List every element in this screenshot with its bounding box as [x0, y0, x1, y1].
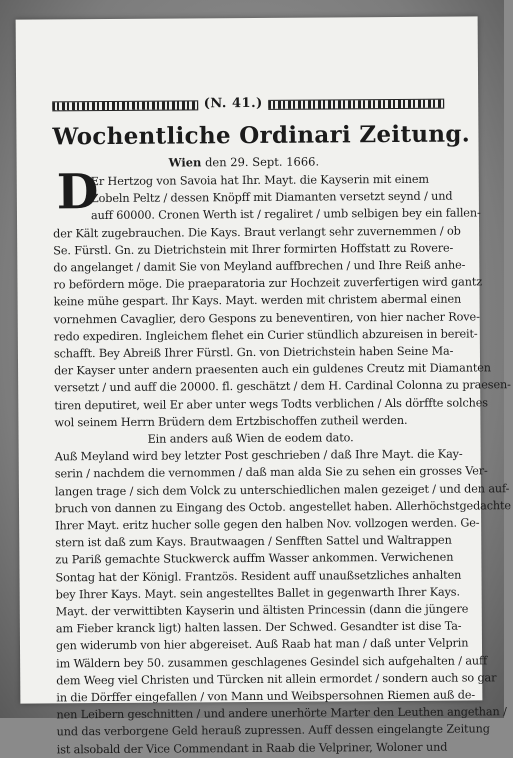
ornament-band-left [52, 100, 198, 111]
article-line: Se. Fürstl. Gn. zu Dietrichstein mit Ihrer formirten Hoffstatt zu Rovere- [53, 241, 454, 258]
header-ornament [52, 93, 444, 116]
article-line: redo expediren. Ingleichem flehet ein Curier stündlich abzureisen in bereit- [53, 327, 478, 344]
article-line: bruch von dannen zu Eingang des Octob. angestellet haben. Allerhöchstgedachte [54, 498, 511, 516]
article-line: zu Pariß gemachte Stuckwerck auffm Wasser ankommen. Verwichenen [55, 550, 454, 567]
article-line: langen trage / sich dem Volck zu unterschiedlichen malen gezeiget / und den auf- [54, 481, 510, 498]
article-line: ro befördern möge. Die praeparatoria zur Hochzeit zuverfertigen wird gantz [53, 275, 483, 292]
article-line: Zobeln Peltz / dessen Knöpff mit Diamanten versetzt seynd / und [90, 189, 453, 206]
article-line: nen Leibern geschnitten / und andere unerhörte Marter den Leuthen angethan / [56, 705, 507, 722]
article-line: ist alsobald der Vice Commendant in Raab die Velpriner, Woloner und [56, 740, 448, 756]
dateline-city: Wien [168, 155, 202, 170]
article-subhead: Ein anders auß Wien de eodem dato. [147, 431, 354, 446]
article-line: und das verborgene Geld herauß zupressen. Auff dessen eingelangte Zeitung [56, 722, 490, 739]
article-line: do angelanget / damit Sie von Meyland auffbrechen / und Ihre Reiß anhe- [53, 258, 466, 275]
article-line: wol seinem Herrn Brüdern dem Ertzbischoffen zutheil werden. [54, 413, 408, 430]
article-line: tiren deputiret, weil Er aber unter wegs Todts verblichen / Als dörffte solches [54, 395, 488, 412]
article-line: im Wäldern bey 50. zusammen geschlagenes Gesindel sich aufgehalten / auff [56, 653, 488, 670]
article-line: gen widerumb von hier abgereiset. Auß Raab hat man / daß unter Velprin [55, 636, 469, 653]
page-content [52, 91, 511, 756]
article-line: Mayt. der verwittibten Kayserin und ältisten Princessin (dann die jüngere [55, 602, 469, 619]
article-line: vornehmen Cavaglier, dero Gespons zu beneventiren, von hier nacher Rove- [53, 309, 480, 326]
issue-number: (N. 41.) [203, 95, 263, 112]
article-line: der Kält zugebrauchen. Die Kays. Braut verlangt sehr zuvernemmen / ob [53, 224, 461, 240]
ornament-band-right [268, 99, 444, 110]
article-line: keine mühe gespart. Ihr Kays. Mayt. werden mit christem abermal einen [53, 292, 462, 309]
article-line: stern ist daß zum Kays. Brautwaagen / Senfften Sattel und Waltrappen [55, 533, 452, 550]
article-line: Er Hertzog von Savoia hat Ihr. Mayt. die Kayserin mit einem [90, 172, 429, 189]
article-line: versetzt / und auff die 20000. fl. geschätzt / dem H. Cardinal Colonna zu praesen- [54, 378, 511, 395]
article-line: schafft. Bey Abreiß Ihrer Fürstl. Gn. von Dietrichstein haben Seine Ma- [53, 344, 454, 361]
dateline-date: den 29. Sept. 1666. [204, 154, 320, 170]
article-line: auff 60000. Cronen Werth ist / regaliret / umb selbigen bey ein fallen- [90, 206, 481, 223]
dateline [169, 154, 320, 171]
article-line: Sontag hat der Königl. Frantzös. Resident auff unaußsetzliches anhalten [55, 568, 462, 584]
article-line: bey Ihrer Kays. Mayt. sein angestelltes Ballet in gegenwarth Ihrer Kays. [55, 585, 460, 602]
newspaper-title: Wochentliche Ordinari Zeitung. [52, 120, 471, 151]
article-line: serin / nachdem die vernommen / daß man alda Sie zu sehen ein grosses Ver- [54, 464, 488, 481]
article-line: in die Dörffer eingefallen / von Mann und Weibspersohnen Riemen auß de- [56, 688, 476, 705]
drop-cap: D [56, 164, 99, 221]
article-line: Auß Meyland wird bey letzter Post geschrieben / daß Ihre Mayt. die Kay- [54, 447, 463, 464]
article-line: dem Weeg viel Christen und Türcken nit allein ermordet / sondern auch so gar [56, 671, 497, 688]
newspaper-page [16, 16, 511, 756]
article-line: Ihrer Mayt. eritz hucher solle gegen den halben Nov. vollzogen werden. Ge- [55, 516, 480, 533]
article-line: am Fieber kranck ligt) halten lassen. Der Schwed. Gesandter ist dise Ta- [55, 619, 462, 636]
article-line: der Kayser unter andern praesenten auch ein guldenes Creutz mit Diamanten [54, 361, 491, 378]
